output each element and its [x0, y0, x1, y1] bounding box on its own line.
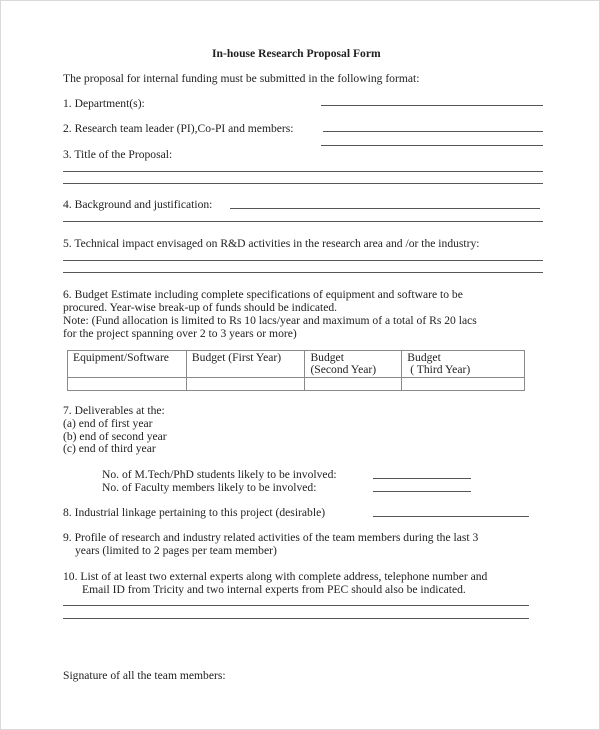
team-leader-field-line-2	[321, 145, 543, 146]
proposal-title-input[interactable]	[63, 159, 547, 173]
cell-budget-third-year[interactable]	[402, 378, 525, 391]
signature-label: Signature of all the team members:	[63, 669, 226, 682]
deliverable-first-year: (a) end of first year	[63, 417, 153, 430]
department-label: 1. Department(s):	[63, 97, 145, 110]
proposal-title-label: 3. Title of the Proposal:	[63, 148, 173, 161]
form-title: In-house Research Proposal Form	[212, 47, 381, 60]
deliverable-third-year: (c) end of third year	[63, 442, 156, 455]
background-line-2	[63, 221, 543, 222]
industrial-linkage-input[interactable]	[373, 504, 533, 518]
header-label-line2: ( Third Year)	[407, 363, 471, 376]
students-count-input[interactable]	[373, 466, 475, 480]
experts-line-1	[63, 605, 529, 606]
header-label: Budget (First Year)	[191, 351, 282, 364]
budget-estimate-text-1: 6. Budget Estimate including complete specifications of equipment and software to be	[63, 288, 463, 301]
budget-table-row	[68, 378, 525, 391]
budget-table	[67, 350, 525, 391]
cell-budget-first-year[interactable]	[186, 378, 305, 391]
budget-table-header-row	[68, 351, 525, 378]
header-label: Budget	[310, 351, 344, 364]
budget-estimate-text-2: procured. Year-wise break-up of funds should be indicated.	[63, 301, 338, 314]
department-input[interactable]	[321, 93, 547, 107]
experts-text-2: Email ID from Tricity and two internal experts from PEC should also be indicated.	[82, 583, 466, 596]
cell-budget-second-year[interactable]	[305, 378, 402, 391]
budget-note-text-1: Note: (Fund allocation is limited to Rs 10 lacs/year and maximum of a total of Rs 20 lacs	[63, 314, 477, 327]
header-label: Equipment/Software	[73, 351, 169, 364]
faculty-count-label: No. of Faculty members likely to be involved:	[102, 481, 317, 494]
header-equipment-software	[68, 351, 187, 378]
intro-text: The proposal for internal funding must be submitted in the following format:	[63, 72, 420, 85]
background-input[interactable]	[230, 196, 544, 210]
technical-impact-label: 5. Technical impact envisaged on R&D activities in the research area and /or the industry:	[63, 237, 480, 250]
budget-note-text-2: for the project spanning over 2 to 3 years or more)	[63, 327, 297, 340]
team-profile-text-1: 9. Profile of research and industry related activities of the team members during the last 3	[63, 531, 479, 544]
background-label: 4. Background and justification:	[63, 198, 213, 211]
industrial-linkage-label: 8. Industrial linkage pertaining to this project (desirable)	[63, 506, 326, 519]
header-budget-third-year	[402, 351, 525, 378]
team-leader-input[interactable]	[323, 119, 547, 133]
cell-equipment-software[interactable]	[68, 378, 187, 391]
faculty-count-input[interactable]	[373, 480, 475, 494]
header-budget-first-year	[186, 351, 305, 378]
team-leader-label: 2. Research team leader (PI),Co-PI and members:	[63, 122, 294, 135]
header-label-line2: (Second Year)	[310, 363, 377, 376]
experts-text-1: 10. List of at least two external experts along with complete address, telephone number and	[63, 570, 488, 583]
deliverable-second-year: (b) end of second year	[63, 430, 167, 443]
proposal-title-line-2	[63, 183, 543, 184]
team-profile-text-2: years (limited to 2 pages per team member)	[75, 544, 277, 557]
header-budget-second-year	[305, 351, 402, 378]
deliverables-label: 7. Deliverables at the:	[63, 404, 165, 417]
students-count-label: No. of M.Tech/PhD students likely to be involved:	[102, 468, 337, 481]
experts-line-2	[63, 618, 529, 619]
technical-impact-input[interactable]	[63, 248, 547, 262]
technical-impact-line-2	[63, 272, 543, 273]
header-label: Budget	[407, 351, 441, 364]
